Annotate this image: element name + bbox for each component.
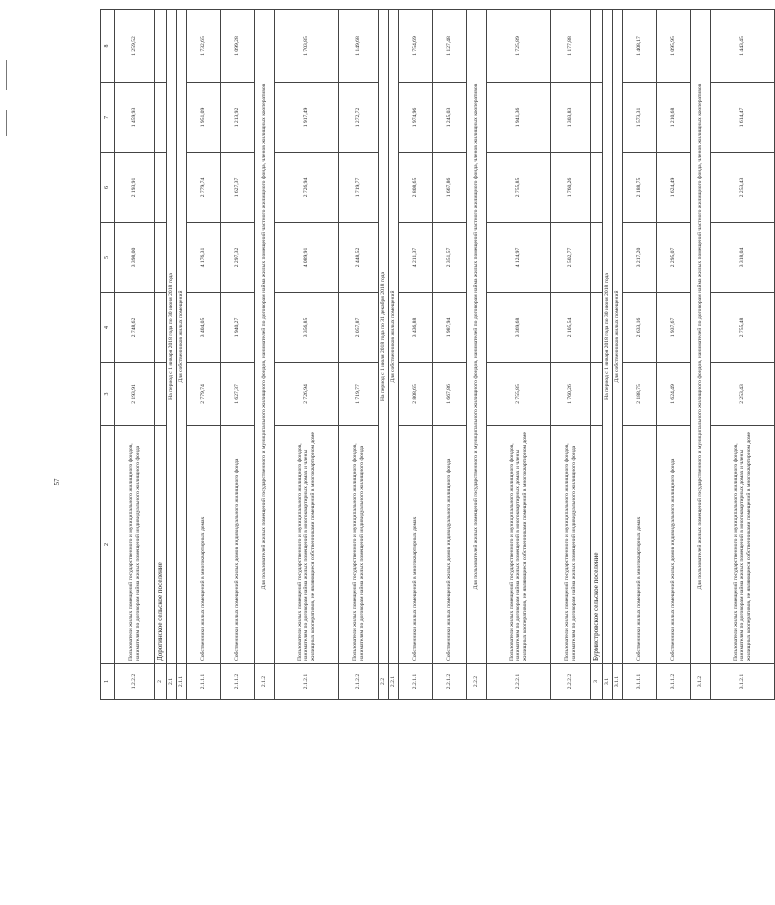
row-number: 1.2.2.2 <box>115 664 155 700</box>
row-number: 2.1.2 <box>255 664 275 700</box>
value-cell: 3 356,85 <box>275 293 339 363</box>
value-cell: 1 917,49 <box>275 83 339 153</box>
table-row <box>623 10 657 700</box>
row-number: 3.1.1 <box>613 664 623 700</box>
value-cell: 2 188,75 <box>623 363 657 426</box>
value-cell: 1 732,65 <box>187 10 221 83</box>
value-cell: 1 127,48 <box>433 10 467 83</box>
row-number: 2.2.1.2 <box>433 664 467 700</box>
table-row <box>255 10 275 700</box>
row-number: 2.1.1.1 <box>187 664 221 700</box>
empty-cell <box>155 153 167 223</box>
page-number: 57 <box>53 478 61 486</box>
value-cell: 2 193,91 <box>115 153 155 223</box>
section-title: Дорогинское сельское поселение <box>155 426 167 664</box>
value-cell: 3 318,04 <box>711 223 775 293</box>
value-cell: 2 105,54 <box>551 293 591 363</box>
value-cell: 1 719,77 <box>339 153 379 223</box>
table-row <box>487 10 551 700</box>
value-cell: 3 398,00 <box>115 223 155 293</box>
value-cell: 2 755,85 <box>487 363 551 426</box>
value-cell: 3 404,05 <box>187 293 221 363</box>
row-label: Пользователи жилых помещений государственного и муниципального жилищного фондов, нанимателям по договорам найма жилых помещений в многоквартирных домах и члены жилищных кооперативов, не являющиеся собственниками помещений в многоквартирном доме <box>275 426 339 664</box>
row-number: 2.2.1.1 <box>399 664 433 700</box>
row-label: Для пользователей жилых помещений государственного и муниципального жилищного фондов, нанимателей по договорам найма жилых помещений частного жилищного фонда, членов жилищных кооперативов <box>691 10 711 664</box>
row-number: 2.2.2.2 <box>551 664 591 700</box>
value-cell: 2 253,43 <box>711 363 775 426</box>
table-row <box>339 10 379 700</box>
row-number: 3.1 <box>603 664 613 700</box>
value-cell: 1 719,77 <box>339 363 379 426</box>
value-cell: 2 188,75 <box>623 153 657 223</box>
value-cell: 2 253,43 <box>711 153 775 223</box>
value-cell: 3 436,88 <box>399 293 433 363</box>
value-cell: 1 760,26 <box>551 363 591 426</box>
table-row <box>603 10 613 700</box>
value-cell: 4 089,91 <box>275 223 339 293</box>
table-row <box>433 10 467 700</box>
value-cell: 2 755,48 <box>711 293 775 363</box>
section-title: Бурмистровское сельское поселение <box>591 426 603 664</box>
table-row <box>657 10 691 700</box>
row-label: Пользователи жилых помещений государственного и муниципального жилищного фондов, нанимателям по договорам найма жилых помещений индивидуального жилищного фонда <box>339 426 379 664</box>
row-number: 3.1.2.1 <box>711 664 775 700</box>
value-cell: 1 703,85 <box>275 10 339 83</box>
table-row <box>115 10 155 700</box>
value-cell: 2 057,87 <box>339 293 379 363</box>
value-cell: 1 272,72 <box>339 83 379 153</box>
header-cell: 8 <box>101 10 115 83</box>
row-label: Для собственников жилых помещений <box>389 10 399 664</box>
row-label: Для пользователей жилых помещений государственного и муниципального жилищного фондов, нанимателей по договорам найма жилых помещений частного жилищного фонда, членов жилищных кооперативов <box>467 10 487 664</box>
value-cell: 1 667,86 <box>433 363 467 426</box>
table-row <box>551 10 591 700</box>
row-label: На период с 1 июля 2018 года по 31 декабря 2018 года <box>379 10 389 664</box>
row-label: Пользователи жилых помещений государственного и муниципального жилищного фондов, нанимателям по договорам найма жилых помещений индивидуального жилищного фонда <box>551 426 591 664</box>
row-label: На период с 1 января 2018 года по 30 июня 2018 года <box>167 10 177 664</box>
row-number: 2.1.2.1 <box>275 664 339 700</box>
value-cell: 1 937,67 <box>657 293 691 363</box>
empty-cell <box>591 10 603 83</box>
row-number: 2.1.2.2 <box>339 664 379 700</box>
value-cell: 1 259,52 <box>115 10 155 83</box>
empty-cell <box>155 83 167 153</box>
value-cell: 1 760,26 <box>551 153 591 223</box>
table-row <box>591 10 603 700</box>
empty-cell <box>155 10 167 83</box>
row-label: Собственники жилых помещений жилых домов индивидуального жилищного фонда <box>221 426 255 664</box>
value-cell: 4 211,37 <box>399 223 433 293</box>
value-cell: 1 624,49 <box>657 363 691 426</box>
value-cell: 1 941,36 <box>487 83 551 153</box>
empty-cell <box>591 83 603 153</box>
value-cell: 2 633,16 <box>623 293 657 363</box>
value-cell: 1 940,27 <box>221 293 255 363</box>
tariff-table <box>100 9 775 700</box>
value-cell: 4 176,31 <box>187 223 221 293</box>
value-cell: 2 726,94 <box>275 153 339 223</box>
table-row <box>691 10 711 700</box>
value-cell: 1 667,86 <box>433 153 467 223</box>
value-cell: 1 951,09 <box>187 83 221 153</box>
table-row <box>379 10 389 700</box>
value-cell: 1 099,28 <box>221 10 255 83</box>
value-cell: 3 217,20 <box>623 223 657 293</box>
header-cell: 2 <box>101 426 115 664</box>
value-cell: 1 987,94 <box>433 293 467 363</box>
value-cell: 2 351,57 <box>433 223 467 293</box>
value-cell: 1 095,95 <box>657 10 691 83</box>
empty-cell <box>155 293 167 363</box>
row-number: 2.1 <box>167 664 177 700</box>
value-cell: 1 149,68 <box>339 10 379 83</box>
value-cell: 1 725,89 <box>487 10 551 83</box>
empty-cell <box>591 153 603 223</box>
value-cell: 4 124,97 <box>487 223 551 293</box>
value-cell: 2 726,94 <box>275 363 339 426</box>
value-cell: 1 627,37 <box>221 153 255 223</box>
header-cell: 7 <box>101 83 115 153</box>
value-cell: 1 210,68 <box>657 83 691 153</box>
value-cell: 1 177,88 <box>551 10 591 83</box>
row-number: 2.1.1.2 <box>221 664 255 700</box>
table-row <box>275 10 339 700</box>
value-cell: 3 369,68 <box>487 293 551 363</box>
table-row <box>155 10 167 700</box>
row-label: На период с 1 января 2018 года по 30 июня 2018 года <box>603 10 613 664</box>
value-cell: 2 808,65 <box>399 153 433 223</box>
table-row <box>613 10 623 700</box>
value-cell: 1 624,49 <box>657 153 691 223</box>
value-cell: 1 303,83 <box>551 83 591 153</box>
value-cell: 1 974,96 <box>399 83 433 153</box>
row-number: 3 <box>591 664 603 700</box>
row-number: 2 <box>155 664 167 700</box>
header-cell: 1 <box>101 664 115 700</box>
value-cell: 1 213,92 <box>221 83 255 153</box>
value-cell: 1 443,45 <box>711 10 775 83</box>
table-row <box>177 10 187 700</box>
row-number: 2.2.2.1 <box>487 664 551 700</box>
value-cell: 2 297,32 <box>221 223 255 293</box>
table-row <box>167 10 177 700</box>
row-number: 2.2 <box>379 664 389 700</box>
empty-cell <box>591 293 603 363</box>
header-cell: 4 <box>101 293 115 363</box>
row-label: Пользователи жилых помещений государственного и муниципального жилищного фондов, нанимателям по договорам найма жилых помещений в многоквартирных домах и члены жилищных кооперативов, не являющиеся собственниками помещений в многоквартирном доме <box>711 426 775 664</box>
value-cell: 2 295,07 <box>657 223 691 293</box>
value-cell: 2 193,91 <box>115 363 155 426</box>
value-cell: 1 573,31 <box>623 83 657 153</box>
row-label: Собственники жилых помещений жилых домов индивидуального жилищного фонда <box>657 426 691 664</box>
header-cell: 3 <box>101 363 115 426</box>
row-label: Собственники жилых помещений жилых домов индивидуального жилищного фонда <box>433 426 467 664</box>
table-row <box>399 10 433 700</box>
row-number: 2.1.1 <box>177 664 187 700</box>
row-label: Собственники жилых помещений в многоквартирных домах <box>187 426 221 664</box>
header-cell: 5 <box>101 223 115 293</box>
value-cell: 1 614,47 <box>711 83 775 153</box>
row-label: Пользователи жилых помещений государственного и муниципального жилищного фондов, нанимателям по договорам найма жилых помещений в многоквартирных домах и члены жилищных кооперативов, не являющиеся собственниками помещений в многоквартирном доме <box>487 426 551 664</box>
table-row <box>187 10 221 700</box>
value-cell: 1 408,17 <box>623 10 657 83</box>
row-number: 3.1.1.1 <box>623 664 657 700</box>
row-label: Пользователи жилых помещений государственного и муниципального жилищного фондов, нанимателям по договорам найма жилых помещений индивидуального жилищного фонда <box>115 426 155 664</box>
value-cell: 1 627,37 <box>221 363 255 426</box>
row-number: 3.1.1.2 <box>657 664 691 700</box>
header-cell: 6 <box>101 153 115 223</box>
value-cell: 2 779,74 <box>187 363 221 426</box>
row-label: Собственники жилых помещений в многоквартирных домах <box>399 426 433 664</box>
header-row <box>101 10 115 700</box>
table-row <box>711 10 775 700</box>
empty-cell <box>591 223 603 293</box>
row-number: 2.2.1 <box>389 664 399 700</box>
row-number: 3.1.2 <box>691 664 711 700</box>
row-label: Собственники жилых помещений в многоквартирных домах <box>623 426 657 664</box>
value-cell: 2 448,52 <box>339 223 379 293</box>
row-label: Для собственников жилых помещений <box>613 10 623 664</box>
empty-cell <box>591 363 603 426</box>
table-row <box>221 10 255 700</box>
value-cell: 1 754,69 <box>399 10 433 83</box>
value-cell: 2 755,85 <box>487 153 551 223</box>
value-cell: 2 748,62 <box>115 293 155 363</box>
value-cell: 2 808,65 <box>399 363 433 426</box>
table-row <box>389 10 399 700</box>
table-body <box>101 10 775 700</box>
value-cell: 2 779,74 <box>187 153 221 223</box>
row-label: Для пользователей жилых помещений государственного и муниципального жилищного фондов, нанимателей по договорам найма жилых помещений частного жилищного фонда, членов жилищных кооперативов <box>255 10 275 664</box>
table-row <box>467 10 487 700</box>
value-cell: 1 459,93 <box>115 83 155 153</box>
empty-cell <box>155 363 167 426</box>
row-label: Для собственников жилых помещений <box>177 10 187 664</box>
value-cell: 1 245,03 <box>433 83 467 153</box>
value-cell: 2 502,77 <box>551 223 591 293</box>
empty-cell <box>155 223 167 293</box>
row-number: 2.2.2 <box>467 664 487 700</box>
